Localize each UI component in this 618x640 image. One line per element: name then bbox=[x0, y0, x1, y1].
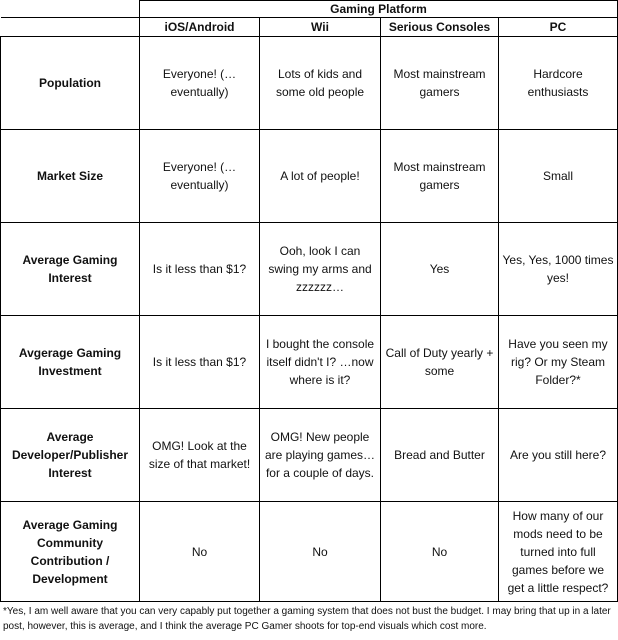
table-cell: Most mainstream gamers bbox=[381, 130, 499, 223]
table-cell: Is it less than $1? bbox=[140, 316, 260, 409]
table-row bbox=[1, 37, 618, 130]
row-header-market-size: Market Size bbox=[1, 130, 140, 223]
table-cell: How many of our mods need to be turned into full games before we get a little respect? bbox=[499, 502, 618, 602]
table-cell: No bbox=[260, 502, 381, 602]
table-cell: Call of Duty yearly + some bbox=[381, 316, 499, 409]
table-row bbox=[1, 130, 618, 223]
group-header-row bbox=[1, 1, 618, 18]
table-cell: Is it less than $1? bbox=[140, 223, 260, 316]
corner-cell bbox=[1, 1, 140, 18]
row-header-gaming-investment: Avgerage Gaming Investment bbox=[1, 316, 140, 409]
corner-cell-2 bbox=[1, 18, 140, 37]
row-header-population: Population bbox=[1, 37, 140, 130]
footnote: *Yes, I am well aware that you can very capably put together a gaming system that does not bust the budget. I may bring that up in a later post, however, this is average, and I think the average PC Gamer shoots for top-end visuals which cost more. bbox=[3, 606, 611, 632]
table-cell: Everyone! (…eventually) bbox=[140, 130, 260, 223]
table-cell: Are you still here? bbox=[499, 409, 618, 502]
table-row bbox=[1, 316, 618, 409]
table-cell: Bread and Butter bbox=[381, 409, 499, 502]
col-header-ios-android: iOS/Android bbox=[140, 18, 260, 37]
table-cell: Ooh, look I can swing my arms and zzzzzz… bbox=[260, 223, 381, 316]
row-header-community-contribution: Average Gaming Community Contribution / Development bbox=[1, 502, 140, 602]
table-cell: Have you seen my rig? Or my Steam Folder?* bbox=[499, 316, 618, 409]
table-row bbox=[1, 223, 618, 316]
table-cell: Everyone! (…eventually) bbox=[140, 37, 260, 130]
col-header-pc: PC bbox=[499, 18, 618, 37]
col-header-serious-consoles: Serious Consoles bbox=[381, 18, 499, 37]
column-header-row bbox=[1, 18, 618, 37]
table-row bbox=[1, 409, 618, 502]
table-cell: Hardcore enthusiasts bbox=[499, 37, 618, 130]
table-cell: No bbox=[140, 502, 260, 602]
gaming-platform-header: Gaming Platform bbox=[140, 1, 618, 18]
table-cell: A lot of people! bbox=[260, 130, 381, 223]
table-cell: I bought the console itself didn't I? …now where is it? bbox=[260, 316, 381, 409]
table-cell: Yes, Yes, 1000 times yes! bbox=[499, 223, 618, 316]
table-cell: Small bbox=[499, 130, 618, 223]
table-cell: OMG! New people are playing games… for a couple of days. bbox=[260, 409, 381, 502]
col-header-wii: Wii bbox=[260, 18, 381, 37]
row-header-developer-interest: Average Developer/Publisher Interest bbox=[1, 409, 140, 502]
table-cell: Most mainstream gamers bbox=[381, 37, 499, 130]
table-cell: No bbox=[381, 502, 499, 602]
table-row bbox=[1, 502, 618, 602]
table-cell: Lots of kids and some old people bbox=[260, 37, 381, 130]
table-cell: OMG! Look at the size of that market! bbox=[140, 409, 260, 502]
table-cell: Yes bbox=[381, 223, 499, 316]
row-header-gaming-interest: Average Gaming Interest bbox=[1, 223, 140, 316]
